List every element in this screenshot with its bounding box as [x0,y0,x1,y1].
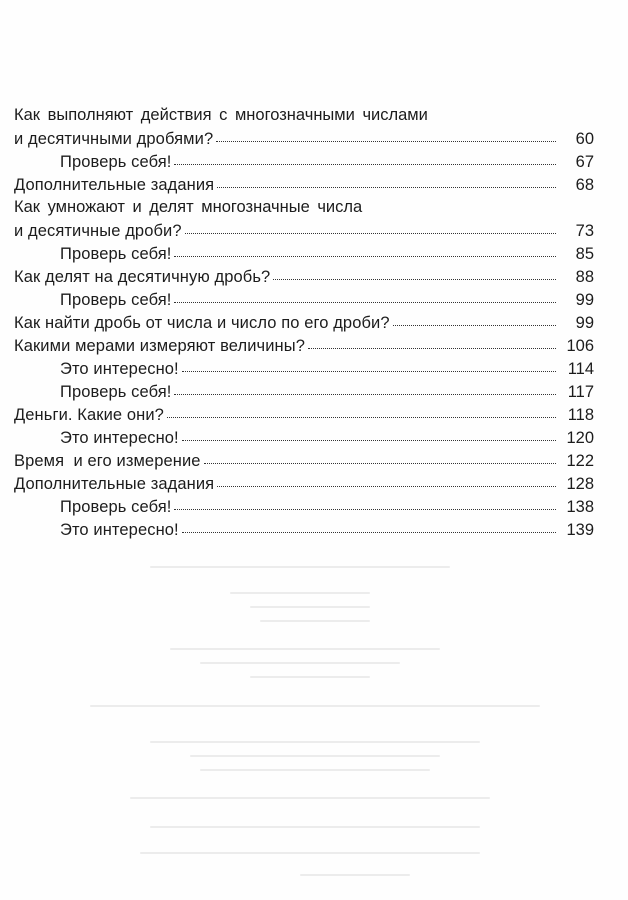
toc-entry [14,472,594,495]
toc-subentry [14,150,594,173]
toc-page-number: 99 [575,291,594,309]
dot-leader [185,217,556,234]
toc-entry [14,403,594,426]
toc-entry-title: и десятичные дроби? [14,222,182,240]
toc-entry [14,127,594,150]
toc-page-number: 60 [575,130,594,148]
dot-leader [167,401,556,418]
toc-entry-title: Деньги. Какие они? [14,406,164,424]
dot-leader [174,148,556,165]
toc-entry-title: Дополнительные задания [14,475,215,493]
toc-entry-title: Проверь себя! [60,153,172,171]
toc-entry-title: Это интересно! [60,521,179,539]
toc-page-number: 85 [575,245,594,263]
toc-entry-title: Время и его измерение [14,452,201,470]
toc-entry [14,449,594,472]
toc-page-number: 139 [566,521,594,539]
toc-page-number: 106 [566,337,594,355]
toc-page-number: 68 [575,176,594,194]
dot-leader [182,355,556,372]
toc-entry [14,334,594,357]
toc-entry-title: Проверь себя! [60,383,172,401]
dot-leader [217,470,556,487]
toc-entry-title: Какими мерами измеряют величины? [14,337,305,355]
toc-entry-title: Это интересно! [60,360,179,378]
toc-entry-title: и десятичными дробями? [14,130,214,148]
toc-entry [14,173,594,196]
toc-entry [14,311,594,334]
toc-page-number: 128 [566,475,594,493]
toc-page-number: 88 [575,268,594,286]
dot-leader [204,447,556,464]
toc-entry-title: Это интересно! [60,429,179,447]
toc-page-number: 138 [566,498,594,516]
dot-leader [174,493,556,510]
toc-entry-title-line: Как выполняют действия с многозначными числами [14,106,428,124]
toc-page-number: 73 [575,222,594,240]
toc-entry [14,219,594,242]
toc-entry [14,265,594,288]
toc-page-number: 117 [567,383,594,401]
toc-page-number: 122 [566,452,594,470]
toc-page-number: 99 [575,314,594,332]
toc-page-number: 118 [567,406,594,424]
toc-entry-title-line: Как умножают и делят многозначные числа [14,198,363,216]
toc-page-number: 120 [566,429,594,447]
dot-leader [308,332,556,349]
toc-page-number: 67 [575,153,594,171]
dot-leader [216,125,556,142]
toc-subentry [14,518,594,541]
toc-subentry [14,380,594,403]
dot-leader [393,309,556,326]
table-of-contents [14,104,594,541]
dot-leader [174,378,556,395]
dot-leader [182,516,556,533]
toc-entry-title: Как делят на десятичную дробь? [14,268,271,286]
dot-leader [174,240,556,257]
toc-subentry [14,426,594,449]
toc-entry-title: Как найти дробь от числа и число по его дроби? [14,314,390,332]
toc-entry-title: Проверь себя! [60,291,172,309]
toc-subentry [14,288,594,311]
toc-subentry [14,357,594,380]
toc-entry-title: Проверь себя! [60,245,172,263]
dot-leader [273,263,556,280]
dot-leader [182,424,556,441]
toc-entry-title: Дополнительные задания [14,176,215,194]
toc-subentry [14,242,594,265]
toc-page-number: 114 [567,360,594,378]
dot-leader [217,171,556,188]
toc-entry-title: Проверь себя! [60,498,172,516]
dot-leader [174,286,556,303]
toc-subentry [14,495,594,518]
